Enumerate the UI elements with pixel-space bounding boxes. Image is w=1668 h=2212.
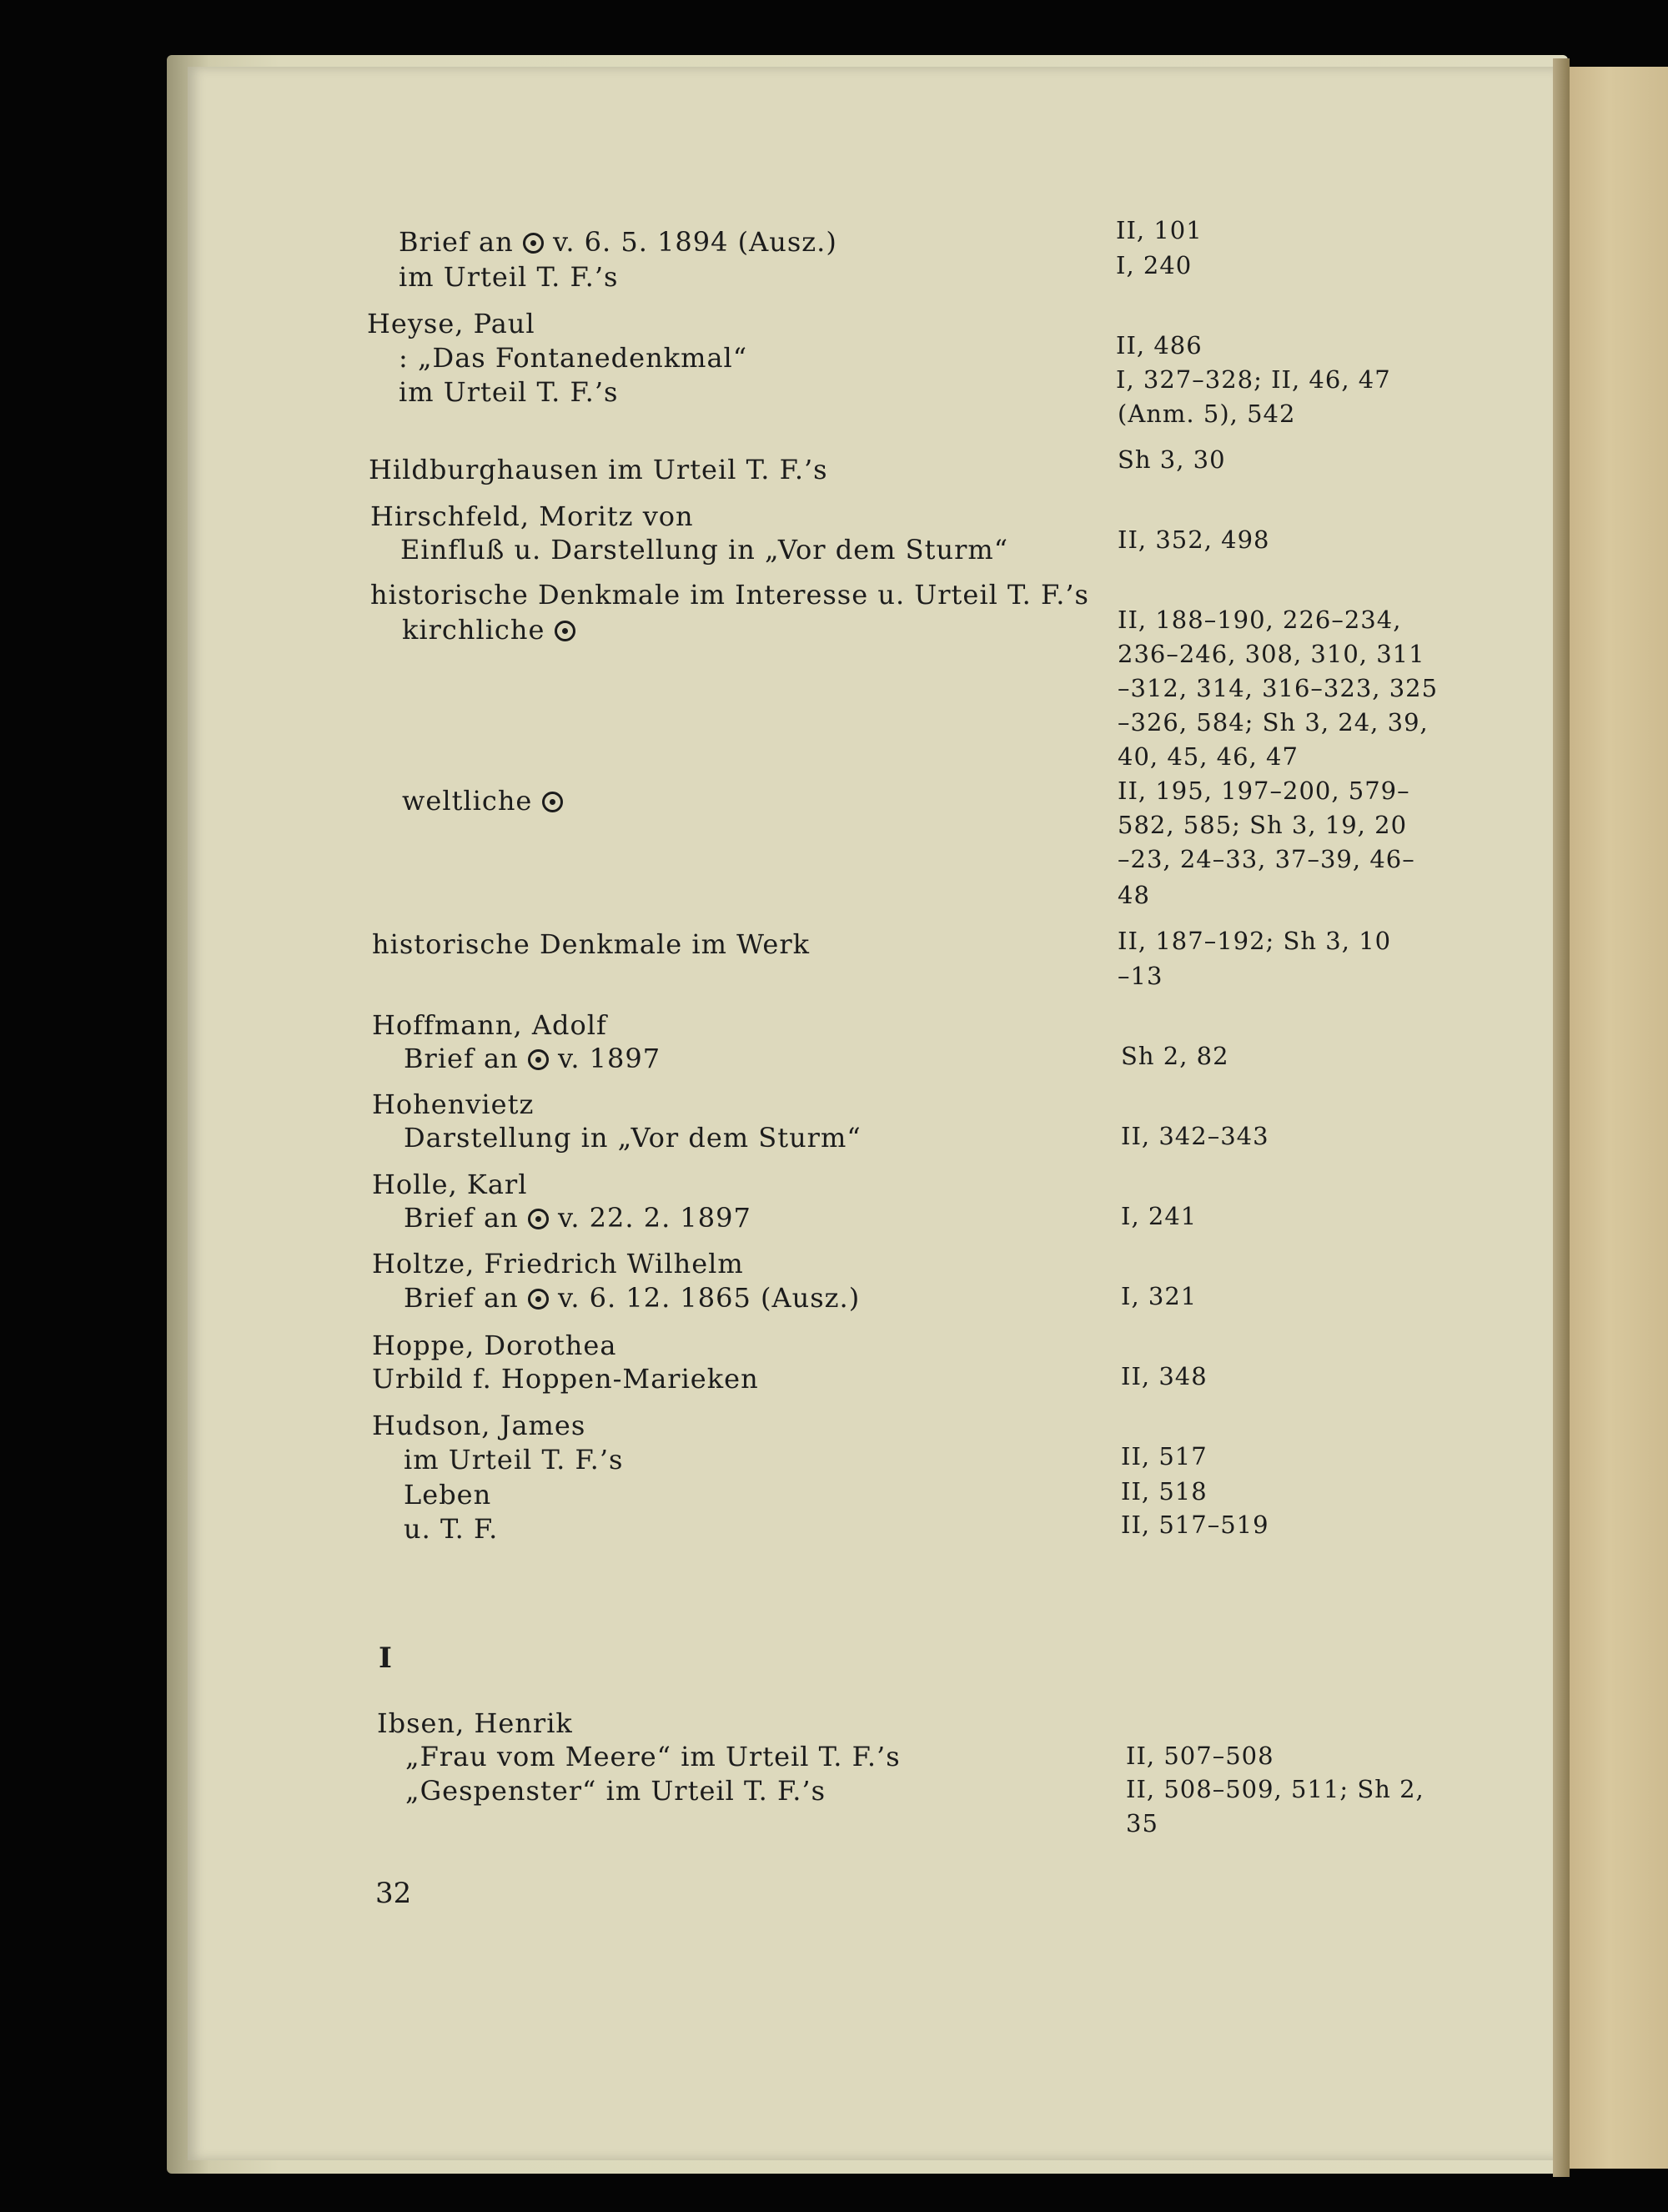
- index-entry: Holle, Karl: [372, 1169, 528, 1200]
- index-entry: kirchliche: [402, 616, 575, 643]
- page-reference: II, 507–508: [1126, 1742, 1274, 1770]
- page-reference: –23, 24–33, 37–39, 46–: [1118, 845, 1415, 873]
- page-reference: 40, 45, 46, 47: [1118, 742, 1299, 771]
- index-entry: Brief an v. 6. 12. 1865 (Ausz.): [404, 1282, 861, 1314]
- index-entry: Ibsen, Henrik: [377, 1707, 573, 1739]
- index-entry: Urbild f. Hoppen-Marieken: [372, 1363, 759, 1395]
- sun-symbol-icon: [542, 792, 563, 812]
- page-reference: II, 195, 197–200, 579–: [1118, 777, 1410, 805]
- page-reference: II, 348: [1121, 1362, 1208, 1390]
- index-entry: Leben: [404, 1479, 492, 1511]
- sun-symbol-icon: [528, 1209, 549, 1229]
- page-reference: II, 342–343: [1121, 1122, 1269, 1150]
- index-entry: Brief an v. 1897: [404, 1043, 661, 1074]
- index-entry: Brief an v. 22. 2. 1897: [404, 1202, 751, 1234]
- page-reference: –312, 314, 316–323, 325: [1118, 674, 1439, 702]
- page-reference: II, 188–190, 226–234,: [1118, 606, 1402, 634]
- index-entry: im Urteil T. F.’s: [404, 1444, 624, 1476]
- index-entry: Holtze, Friedrich Wilhelm: [372, 1248, 744, 1279]
- index-entry: Hirschfeld, Moritz von: [370, 500, 694, 532]
- sun-symbol-icon: [528, 1049, 549, 1070]
- sun-symbol-icon: [555, 621, 575, 641]
- page-reference: Sh 3, 30: [1118, 445, 1226, 474]
- index-entry: historische Denkmale im Werk: [372, 928, 810, 960]
- page-reference: I, 240: [1116, 251, 1193, 279]
- index-entry: weltliche: [402, 787, 563, 814]
- index-entry: Hohenvietz: [372, 1088, 535, 1120]
- page-reference: II, 187–192; Sh 3, 10: [1118, 927, 1392, 955]
- page-reference: II, 486: [1116, 331, 1203, 359]
- page-reference: II, 101: [1116, 216, 1203, 244]
- section-letter: I: [379, 1641, 392, 1675]
- page-reference: –326, 584; Sh 3, 24, 39,: [1118, 708, 1429, 736]
- page-reference: II, 518: [1121, 1477, 1208, 1506]
- index-entry: „Gespenster“ im Urteil T. F.’s: [405, 1775, 826, 1807]
- index-entry: u. T. F.: [404, 1513, 499, 1545]
- index-entry: im Urteil T. F.’s: [399, 376, 619, 408]
- page-reference: Sh 2, 82: [1121, 1042, 1229, 1070]
- facing-page-edge: [1570, 67, 1668, 2169]
- page-reference: I, 327–328; II, 46, 47: [1116, 365, 1391, 394]
- index-entry: Hildburghausen im Urteil T. F.’s: [369, 454, 828, 485]
- index-entry: Brief an v. 6. 5. 1894 (Ausz.): [399, 226, 837, 258]
- index-entry: : „Das Fontanedenkmal“: [399, 342, 748, 374]
- page-reference: I, 241: [1121, 1202, 1198, 1230]
- index-entry: Einfluß u. Darstellung in „Vor dem Sturm“: [400, 534, 1009, 566]
- page-reference: –13: [1118, 962, 1163, 990]
- page-reference: 48: [1118, 881, 1150, 909]
- page-reference: I, 321: [1121, 1282, 1198, 1310]
- book-spine: [1553, 58, 1570, 2177]
- page-reference: 582, 585; Sh 3, 19, 20: [1118, 811, 1408, 839]
- page-reference: II, 517: [1121, 1442, 1208, 1470]
- index-entry: Heyse, Paul: [367, 308, 535, 339]
- index-entry: Hoffmann, Adolf: [372, 1009, 607, 1041]
- index-entry: historische Denkmale im Interesse u. Urteil T. F.’s: [370, 579, 1089, 611]
- sun-symbol-icon: [523, 233, 544, 254]
- index-entry: „Frau vom Meere“ im Urteil T. F.’s: [405, 1741, 901, 1772]
- page-reference: 236–246, 308, 310, 311: [1118, 640, 1425, 668]
- page-number: 32: [375, 1877, 412, 1910]
- index-entry: Darstellung in „Vor dem Sturm“: [404, 1122, 862, 1154]
- page-reference: II, 517–519: [1121, 1511, 1269, 1539]
- page-reference: II, 352, 498: [1118, 525, 1270, 554]
- index-entry: Hudson, James: [372, 1410, 586, 1441]
- page-reference: 35: [1126, 1809, 1158, 1837]
- page-reference: II, 508–509, 511; Sh 2,: [1126, 1775, 1424, 1803]
- index-entry: Hoppe, Dorothea: [372, 1330, 617, 1361]
- sun-symbol-icon: [528, 1289, 549, 1310]
- index-entry: im Urteil T. F.’s: [399, 261, 619, 293]
- page-reference: (Anm. 5), 542: [1118, 400, 1296, 428]
